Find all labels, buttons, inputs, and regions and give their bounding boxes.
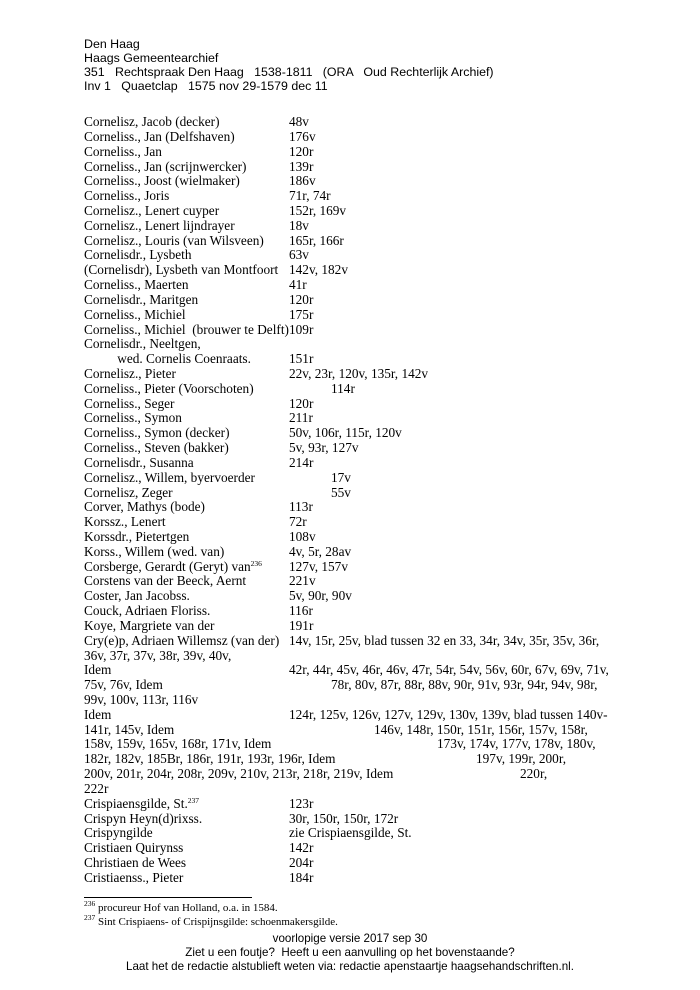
entry-folio-refs: 191r [289,617,314,633]
entry-name-text: 182r, 182v, 185Br, 186r, 191r, 193r, 196r, Idem [84,751,336,767]
entry-name [84,396,174,411]
entry-name [84,218,235,233]
entry-name-text: 200v, 201r, 204r, 208r, 209v, 210v, 213r, 218r, 219v, Idem [84,766,394,782]
entry-name [84,588,190,603]
entry-folio-refs: 151r [289,351,314,367]
entry-name [84,292,198,307]
footnote-number: 237 [84,913,96,922]
entry-name [84,410,182,425]
entry-name [84,544,224,559]
entry-name [84,633,279,648]
footer-question: Ziet u een foutje? Heeft u een aanvulling op het bovenstaande? [185,946,515,959]
entry-name [84,559,262,574]
entry-name-text: Coster, Jan Jacobss. [84,588,190,604]
entry-name [84,677,163,692]
entry-name [84,159,246,174]
entry-folio-refs: 71r, 74r [289,188,331,204]
entry-folio-refs: 127v, 157v [289,558,348,574]
entry-folio-refs: 4v, 5r, 28av [289,543,352,559]
entry-name [84,840,183,855]
entry-folio-refs: 184r [289,869,314,885]
entry-name-text: Corneliss., Maerten [84,277,189,292]
entry-name [84,173,240,188]
entry-name-text: wed. Cornelis Coenraats. [84,351,251,367]
entry-folio-refs: 42r, 44r, 45v, 46r, 46v, 47r, 54r, 54v, 56v, 60r, 67v, 69v, 71v, [289,662,609,678]
entry-name-text: Cry(e)p, Adriaen Willemsz (van der) [84,632,280,648]
footnote-number: 236 [84,899,96,908]
entry-name-text: 36v, 37r, 37v, 38r, 39v, 40v, [84,647,232,663]
entry-folio-refs: 113r [289,499,313,515]
footnote-text: Sint Crispiaens- of Crispijnsgilde: schoenmakersgilde. [95,916,338,928]
entry-name [84,233,264,248]
entry-name-text: Corver, Mathys (bode) [84,499,205,515]
entry-folio-refs: 72r [289,514,307,530]
entry-name-text: Idem [84,662,112,678]
entry-name [84,692,198,707]
entry-name-text: Korssdr., Pietertgen [84,529,190,544]
entry-name-text: Korss., Willem (wed. van) [84,543,225,559]
entry-name [84,322,289,337]
entry-folio-refs: 50v, 106r, 115r, 120v [289,425,402,441]
entry-name [84,573,246,588]
entry-name-text: Corneliss., Seger [84,395,175,411]
entry-name [84,351,251,366]
entry-folio-refs: 175r [289,306,314,322]
header-city: Den Haag [84,37,140,51]
entry-name [84,811,202,826]
footnote-text: procureur Hof van Holland, o.a. in 1584. [95,902,278,914]
entry-name-text: Cornelisdr., Lysbeth [84,247,192,263]
entry-name [84,855,186,870]
entry-name [84,781,108,796]
entry-folio-refs: 139r [289,158,314,174]
entry-name [84,618,214,633]
entry-name-text: 99v, 100v, 113r, 116v [84,692,199,707]
entry-name [84,203,219,218]
entry-folio-refs: 124r, 125v, 126v, 127v, 129v, 130v, 139v, blad tussen 140v- [289,706,608,722]
entry-name [84,766,393,781]
entry-name-text: Cornelisz., Lenert cuyper [84,202,220,218]
entry-name-text: Couck, Adriaen Floriss. [84,603,211,619]
footnote-separator [84,897,252,898]
entry-name [84,485,173,500]
entry-name-text: Cornelisz., Lenert lijndrayer [84,217,235,233]
footer-contact: Laat het de redactie alstublieft weten via: redactie apenstaartje haagsehandschriften.nl. [126,960,574,973]
entry-folio-refs: 211r [289,410,313,426]
entry-name-text: Corneliss., Joris [84,188,170,204]
entry-name-text: Korssz., Lenert [84,514,166,530]
entry-folio-refs: 176v [289,128,316,144]
entry-name [84,514,166,529]
entry-name-text: Corneliss., Michiel [84,306,186,322]
entry-name-text: Cristiaen Quirynss [84,840,184,856]
entry-folio-refs: 116r [289,603,313,619]
entry-name-text: Corneliss., Joost (wielmaker) [84,173,240,189]
footnote-ref: 237 [187,795,200,805]
entry-name-text: Corneliss., Symon [84,410,182,426]
entry-name-text: Idem [84,706,112,722]
header-archive: Haags Gemeentearchief [84,51,219,65]
entry-name [84,336,201,351]
entry-name-text: Cristiaenss., Pieter [84,869,184,885]
entry-folio-refs: 214r [289,454,314,470]
entry-folio-refs: 120r [289,291,314,307]
entry-name-text: (Cornelisdr), Lysbeth van Montfoort [84,262,279,278]
entry-name-text: Corneliss., Jan (Delfshaven) [84,128,235,144]
entry-folio-refs: 204r [289,855,314,870]
entry-name [84,736,271,751]
entry-folio-refs: 114r [331,380,355,396]
entry-name [84,277,189,292]
entry-folio-refs: 17v [331,469,351,485]
entry-folio-refs: 22v, 23r, 120v, 135r, 142v [289,365,429,381]
entry-name-text: Corneliss., Jan [84,143,162,159]
entry-name [84,440,229,455]
entry-folio-refs: 41r [289,277,307,292]
entry-folio-refs: 186v [289,173,316,189]
header-inventory: Inv 1 Quaetclap 1575 nov 29-1579 dec 11 [84,79,328,93]
entry-name-text: Corsberge, Gerardt (Geryt) van [84,558,251,574]
entry-folio-refs: 152r, 169v [289,202,347,218]
entry-name [84,648,231,663]
entry-folio-refs: 63v [289,247,309,263]
entry-name [84,307,186,322]
entry-name [84,262,278,277]
header-collection: 351 Rechtspraak Den Haag 1538-1811 (ORA Oud Rechterlijk Archief) [84,65,494,79]
entry-folio-refs: 220r, [520,766,548,782]
entry-name-text: Cornelisdr., Susanna [84,454,194,470]
footnote-ref: 236 [250,558,262,568]
footnote-237 [84,913,338,928]
entry-folio-refs: 14v, 15r, 25v, blad tussen 32 en 33, 34r, 34v, 35r, 35v, 36r, [289,632,600,648]
entry-folio-refs: 108v [289,529,316,544]
entry-name-text: 141r, 145v, Idem [84,721,175,737]
entry-folio-refs: 120r [289,395,314,411]
entry-folio-refs: 142v, 182v [289,262,348,278]
entry-name-text: Cornelisz., Pieter [84,365,176,381]
entry-name-text: Corneliss., Pieter (Voorschoten) [84,380,254,396]
entry-name [84,425,230,440]
entry-folio-refs: 142r [289,840,314,856]
entry-name-text: Corneliss., Jan (scrijnwercker) [84,158,247,174]
entry-name [84,662,111,677]
entry-name [84,870,183,885]
entry-name [84,366,176,381]
entry-folio-refs: 55v [331,484,351,500]
entry-name-text: Corstens van der Beeck, Aernt [84,573,247,589]
entry-name [84,247,191,262]
entry-folio-refs: 18v [289,217,309,233]
entry-name-text: Cornelisdr., Maritgen [84,291,199,307]
entry-name-text: 222r [84,780,109,796]
entry-name [84,114,220,129]
entry-name [84,603,210,618]
entry-name-text: Crispyngilde [84,825,153,841]
entry-name-text: Corneliss., Symon (decker) [84,425,230,441]
entry-name [84,751,336,766]
entry-name-text: Cornelisz., Louris (van Wilsveen) [84,232,264,248]
entry-folio-refs: 146v, 148r, 150r, 151r, 156r, 157v, 158r, [374,721,588,737]
entry-folio-refs: 120r [289,143,314,159]
entry-name [84,796,199,811]
entry-name [84,455,194,470]
entry-name-text: Cornelisz, Zeger [84,484,173,500]
entry-name [84,381,254,396]
entry-name-text: Corneliss., Steven (bakker) [84,440,229,455]
entry-folio-refs: zie Crispiaensgilde, St. [289,825,412,841]
entry-name-text: Corneliss., Michiel (brouwer te Delft) [84,321,289,337]
entry-name-text: Cornelisz., Willem, byervoerder [84,469,255,485]
entry-name [84,499,205,514]
entry-name-text: 158v, 159v, 165v, 168r, 171v, Idem [84,736,272,752]
entry-name-text: Christiaen de Wees [84,855,187,870]
entry-name-text: Koye, Margriete van der [84,617,215,633]
entry-name [84,825,153,840]
footnote-236 [84,899,278,914]
entry-name [84,470,255,485]
entry-name-text: Crispiaensgilde, St. [84,795,188,811]
entry-name-text: Cornelisz, Jacob (decker) [84,114,220,129]
entry-folio-refs: 123r [289,795,314,811]
entry-folio-refs: 48v [289,114,309,129]
entry-name-text: 75v, 76v, Idem [84,677,163,693]
entry-name [84,188,169,203]
entry-name [84,707,111,722]
entry-name-text: Cornelisdr., Neeltgen, [84,336,201,352]
entry-folio-refs: 165r, 166r [289,232,344,248]
entry-name [84,144,162,159]
entry-name [84,529,189,544]
entry-folio-refs: 197v, 199r, 200r, [476,751,567,767]
entry-name-text: Crispyn Heyn(d)rixss. [84,810,203,826]
entry-folio-refs: 173v, 174v, 177v, 178v, 180v, [437,736,596,752]
entry-name [84,129,235,144]
entry-folio-refs: 30r, 150r, 150r, 172r [289,810,399,826]
entry-folio-refs: 5v, 90r, 90v [289,588,352,604]
entry-folio-refs: 78r, 80v, 87r, 88r, 88v, 90r, 91v, 93r, 94r, 94v, 98r, [331,677,598,693]
entry-folio-refs: 221v [289,573,316,589]
entry-name [84,722,174,737]
entry-folio-refs: 5v, 93r, 127v [289,440,359,455]
footer-version: voorlopige versie 2017 sep 30 [272,932,428,945]
entry-folio-refs: 109r [289,321,314,337]
